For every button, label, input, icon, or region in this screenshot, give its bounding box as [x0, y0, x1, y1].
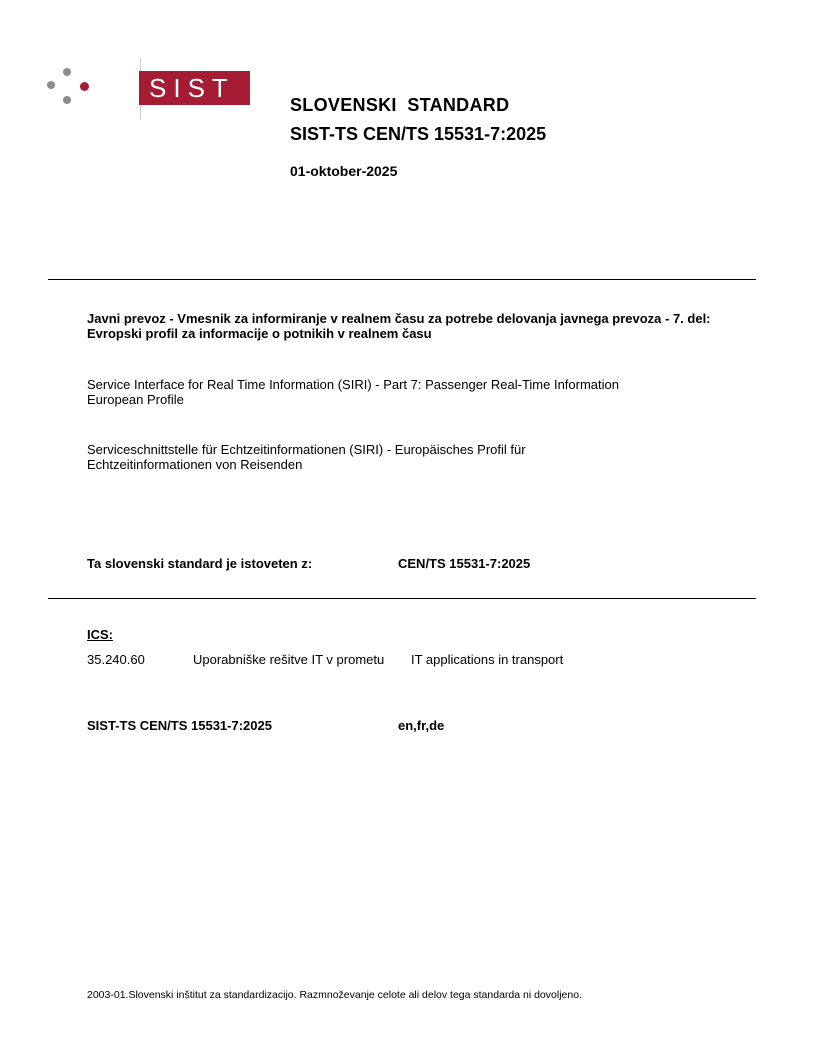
document-code: SIST-TS CEN/TS 15531-7:2025 [87, 718, 272, 733]
copyright-footer: 2003-01.Slovenski inštitut za standardizacijo. Razmnoževanje celote ali delov tega standarda ni dovoljeno. [87, 989, 582, 1001]
logo-wordmark: SIST [139, 71, 250, 105]
standard-kind: SLOVENSKI STANDARD [290, 95, 510, 115]
title-german: Serviceschnittstelle für Echtzeitinformationen (SIRI) - Europäisches Profil für Echtzeitinformationen von Reisenden [87, 442, 526, 472]
identical-value: CEN/TS 15531-7:2025 [398, 556, 531, 571]
title-slovenian: Javni prevoz - Vmesnik za informiranje v realnem času za potrebe delovanja javnega prevoza - 7. del: Evropski profil za informacije o potnikih v realnem času [87, 311, 711, 341]
ics-description-en: IT applications in transport [411, 652, 564, 667]
publication-date: 01-oktober-2025 [290, 163, 398, 179]
languages: en,fr,de [398, 718, 445, 733]
divider [48, 598, 756, 599]
logo-dot-icon [63, 96, 71, 104]
standard-id: SIST-TS CEN/TS 15531-7:2025 [290, 124, 547, 144]
identical-label: Ta slovenski standard je istoveten z: [87, 556, 313, 571]
sist-logo [47, 58, 235, 120]
logo-dot-icon [63, 68, 71, 76]
ics-code: 35.240.60 [87, 652, 145, 667]
title-english: Service Interface for Real Time Information (SIRI) - Part 7: Passenger Real-Time Information European Profile [87, 377, 619, 407]
ics-label: ICS: [87, 627, 113, 642]
logo-dot-icon [47, 81, 55, 89]
divider [48, 279, 756, 280]
logo-dot-icon [80, 82, 89, 91]
ics-description-sl: Uporabniške rešitve IT v prometu [193, 652, 385, 667]
